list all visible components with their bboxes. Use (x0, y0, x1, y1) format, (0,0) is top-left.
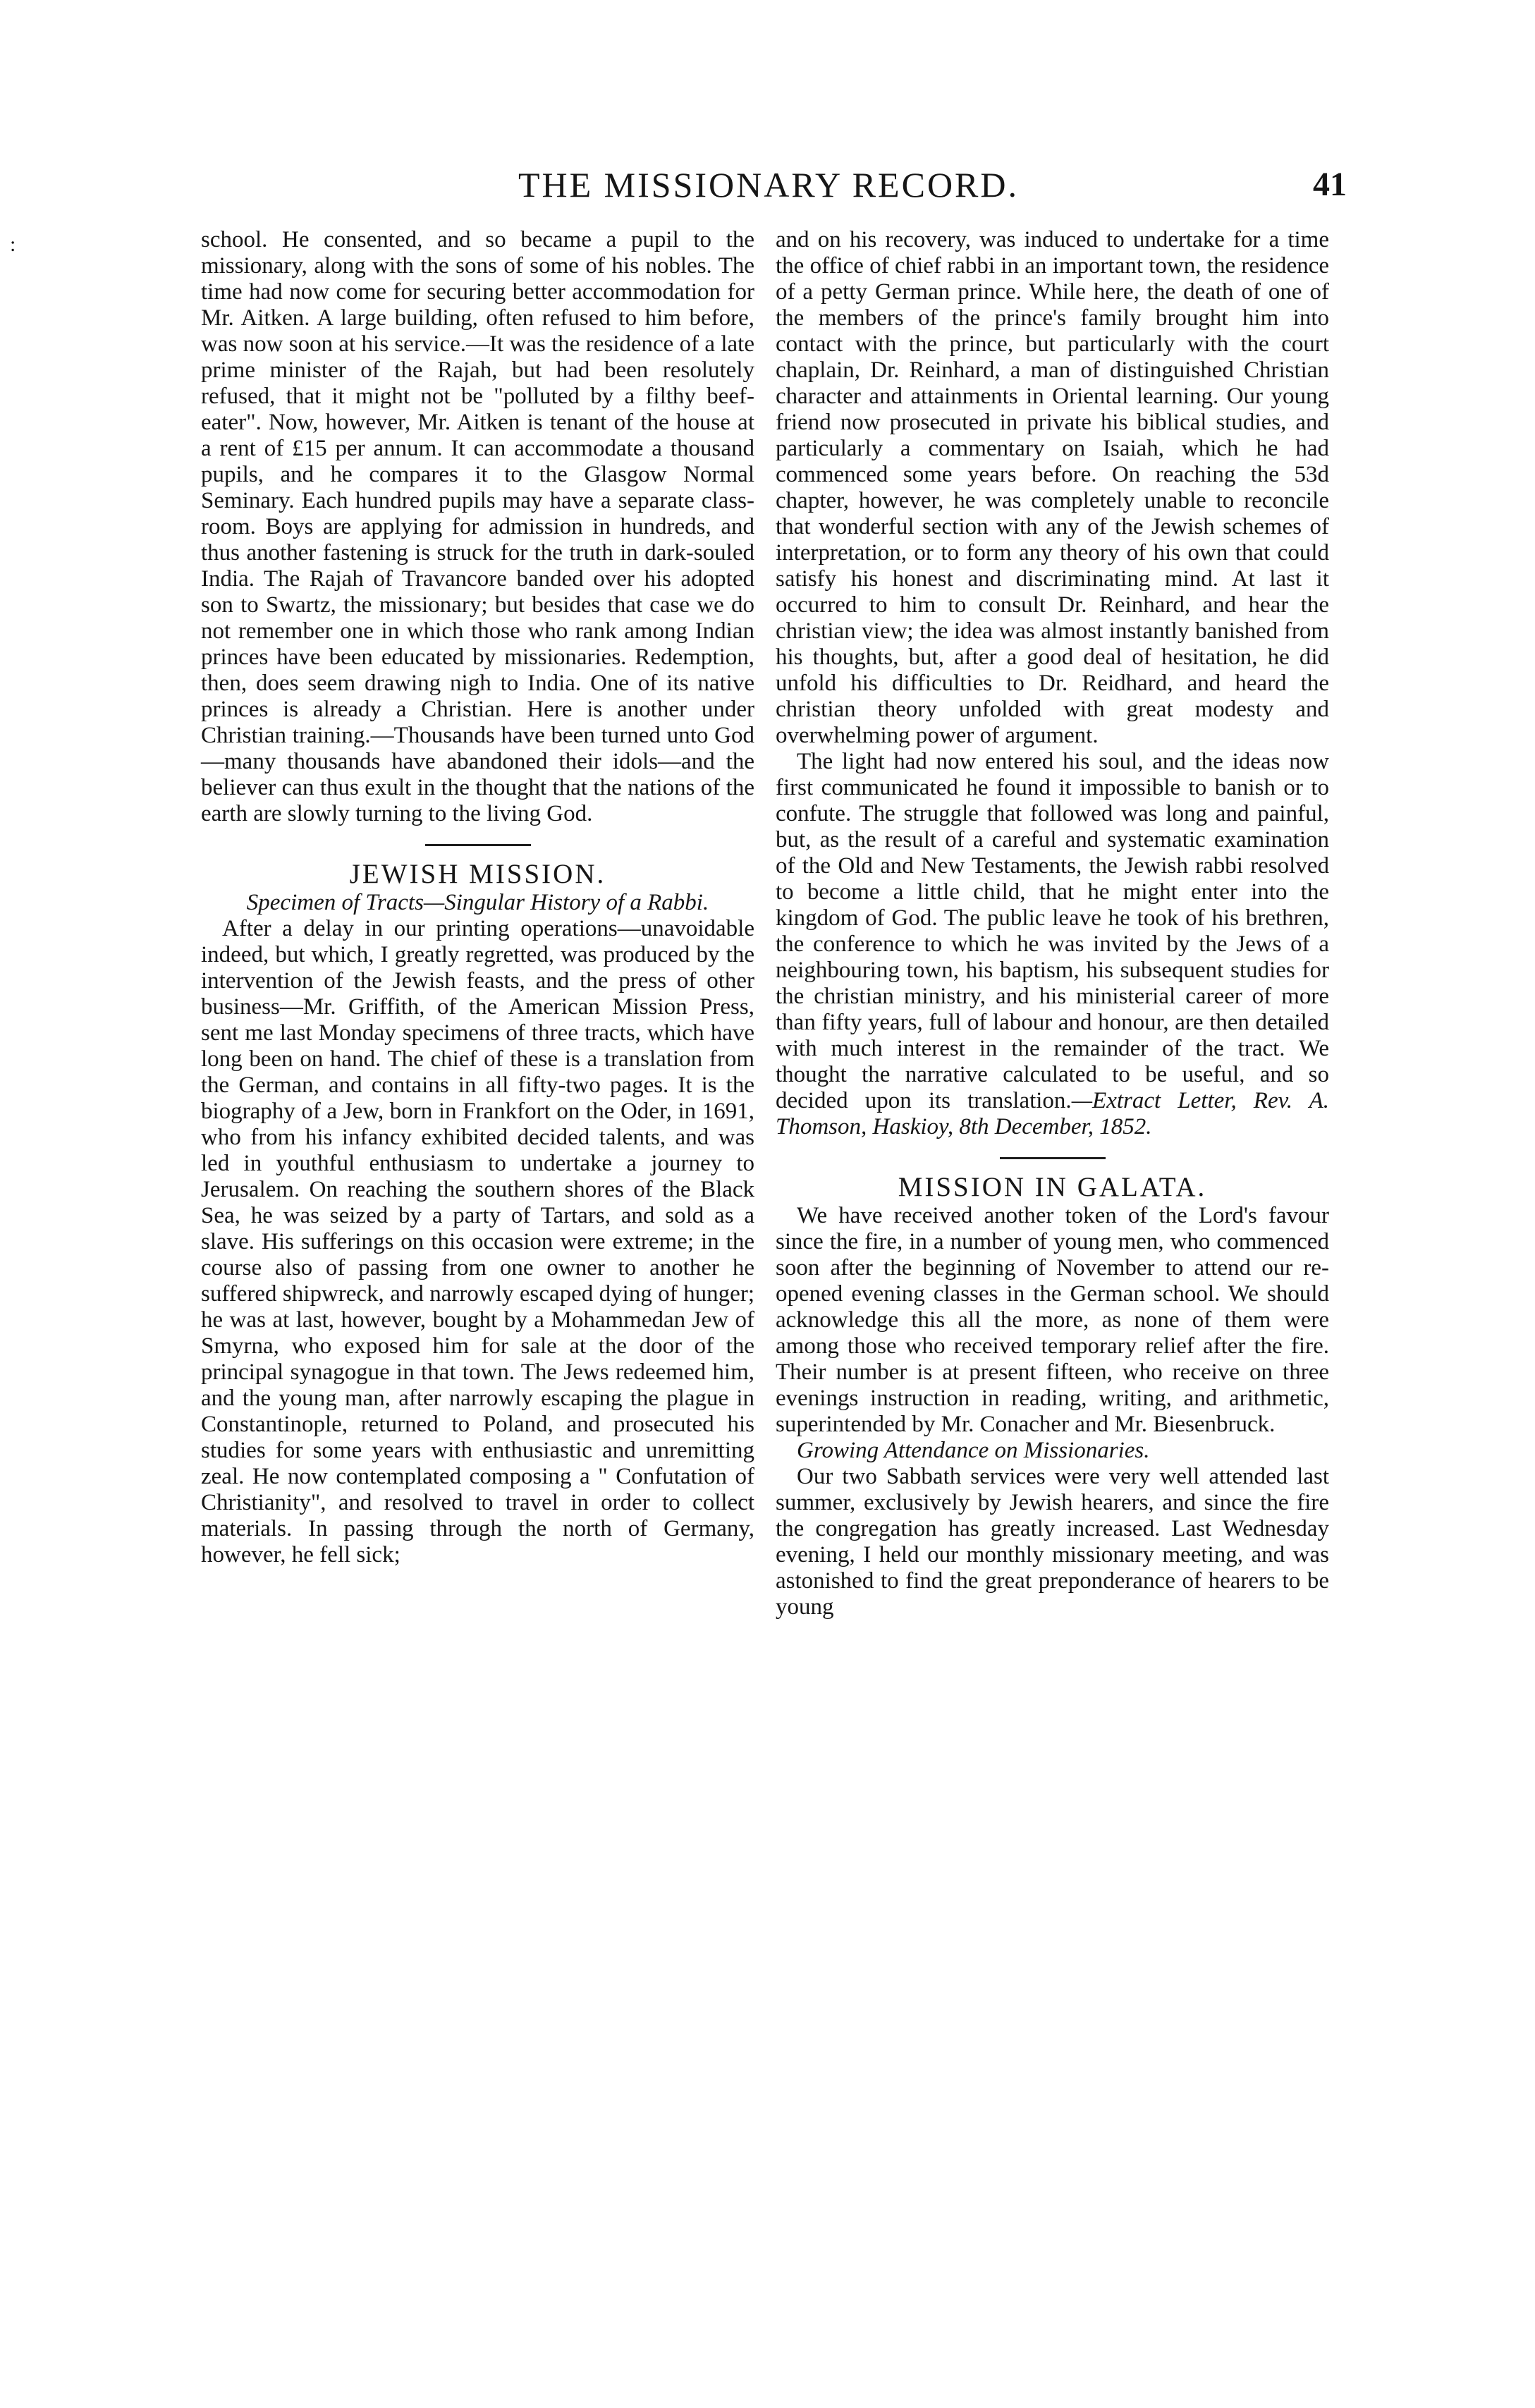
section-subheading: Growing Attendance on Missionaries. (797, 1438, 1150, 1463)
section-subheading: Specimen of Tracts—Singular History of a Rabbi. (246, 890, 709, 915)
paragraph-body: The light had now entered his soul, and the ideas now first communicated he found it impossible to banish or to confute. The struggle that followed was long and painful, but, as the result of a careful and systematic examination of the Old and New Testaments, the Jewish rabbi resolved to become a little child, that he might enter into the kingdom of God. The public leave he took of his brethren, the conference to which he was invited by the Jews of a neighbouring town, his baptism, his subsequent studies for the christian ministry, and his ministerial career of more than fifty years, full of labour and honour, are then detailed with much interest in the remainder of the tract. We thought the narrative calculated to be useful, and so decided upon its translation. (776, 749, 1329, 1113)
section-divider (1000, 1157, 1106, 1159)
left-column (201, 227, 754, 1568)
section-heading-mission-in-galata: MISSION IN GALATA. (898, 1172, 1207, 1202)
running-title: THE MISSIONARY RECORD. (518, 165, 1020, 204)
margin-mark: : (10, 233, 16, 256)
paragraph-continuation: and on his recovery, was induced to undertake for a time the office of chief rabbi in an important town, the residence of a petty German prince. While here, the death of one of the members of the prince's family brought him into contact with the prince, but particularly with the court chaplain, Dr. Reinhard, a man of distinguished Christian character and attainments in Oriental learning. Our young friend now prosecuted in private his biblical studies, and particularly a commentary on Isaiah, which he had commenced some years before. On reaching the 53d chapter, however, he was completely unable to reconcile that wonderful section with any of the Jewish schemes of interpretation, or to form any theory of his own that could satisfy his honest and discriminating mind. At last it occurred to him to consult Dr. Reinhard, and hear the christian view; the idea was almost instantly banished from his thoughts, but, after a good deal of hesitation, he did unfold his difficulties to Dr. Reidhard, and heard the christian theory unfolded with great modesty and overwhelming power of argument. (776, 227, 1329, 748)
paragraph (776, 749, 1329, 1140)
paragraph: After a delay in our printing operations—unavoidable indeed, but which, I greatly regretted, was produced by the intervention of the Jewish feasts, and the press of other business—Mr. Griffith, of the American Mission Press, sent me last Monday specimens of three tracts, which have long been on hand. The chief of these is a translation from the German, and contains in all fifty-two pages. It is the biography of a Jew, born in Frankfort on the Oder, in 1691, who from his infancy exhibited decided talents, and was led in youthful enthusiasm to undertake a journey to Jerusalem. On reaching the southern shores of the Black Sea, he was seized by a party of Tartars, and sold as a slave. His sufferings on this occasion were extreme; in the course also of passing from one owner to another he suffered shipwreck, and narrowly escaped dying of hunger; he was at last, however, bought by a Mohammedan Jew of Smyrna, who exposed him for sale at the door of the principal synagogue in that town. The Jews redeemed him, and the young man, after narrowly escaping the plague in Constantinople, returned to Poland, and prosecuted his studies for some years with enthusiastic and unremitting zeal. He now contemplated composing a " Confutation of Christianity", and resolved to travel in order to collect materials. In passing through the north of Germany, however, he fell sick; (201, 916, 754, 1567)
section-heading-jewish-mission: JEWISH MISSION. (349, 859, 606, 889)
paragraph: Our two Sabbath services were very well attended last summer, exclusively by Jewish hearers, and since the fire the congregation has greatly increased. Last Wednesday evening, I held our monthly missionary meeting, and was astonished to find the great preponderance of hearers to be young (776, 1464, 1329, 1620)
paragraph: We have received another token of the Lord's favour since the fire, in a number of young men, who commenced soon after the beginning of November to attend our re-opened evening classes in the German school. We should acknowledge this all the more, as none of them were among those who received temporary relief after the fire. Their number is at present fifteen, who receive on three evenings instruction in reading, writing, and arithmetic, superintended by Mr. Conacher and Mr. Biesenbruck. (776, 1203, 1329, 1437)
page-number: 41 (1313, 166, 1347, 203)
right-column (776, 227, 1329, 1620)
section-divider (425, 844, 531, 846)
paragraph-continuation: school. He consented, and so became a pupil to the missionary, along with the sons of some of his nobles. The time had now come for securing better accommodation for Mr. Aitken. A large building, often refused to him before, was now soon at his service.—It was the residence of a late prime minister of the Rajah, but had been resolutely refused, that it might not be "polluted by a filthy beef-eater". Now, however, Mr. Aitken is tenant of the house at a rent of £15 per annum. It can accommodate a thousand pupils, and he compares it to the Glasgow Normal Seminary. Each hundred pupils may have a separate class-room. Boys are applying for admission in hundreds, and thus another fastening is struck for the truth in dark-souled India. The Rajah of Travancore banded over his adopted son to Swartz, the missionary; but besides that case we do not remember one in which those who rank among Indian princes have been educated by missionaries. Redemption, then, does seem drawing nigh to India. One of its native princes is already a Christian. Here is another under Christian training.—Thousands have been turned unto God—many thousands have abandoned their idols—and the believer can thus exult in the thought that the nations of the earth are slowly turning to the living God. (201, 227, 754, 826)
running-head (197, 164, 1347, 206)
source-citation: —Extract Letter, Rev. A. Thomson, Haskioy, 8th December, 1852. (776, 1088, 1329, 1139)
